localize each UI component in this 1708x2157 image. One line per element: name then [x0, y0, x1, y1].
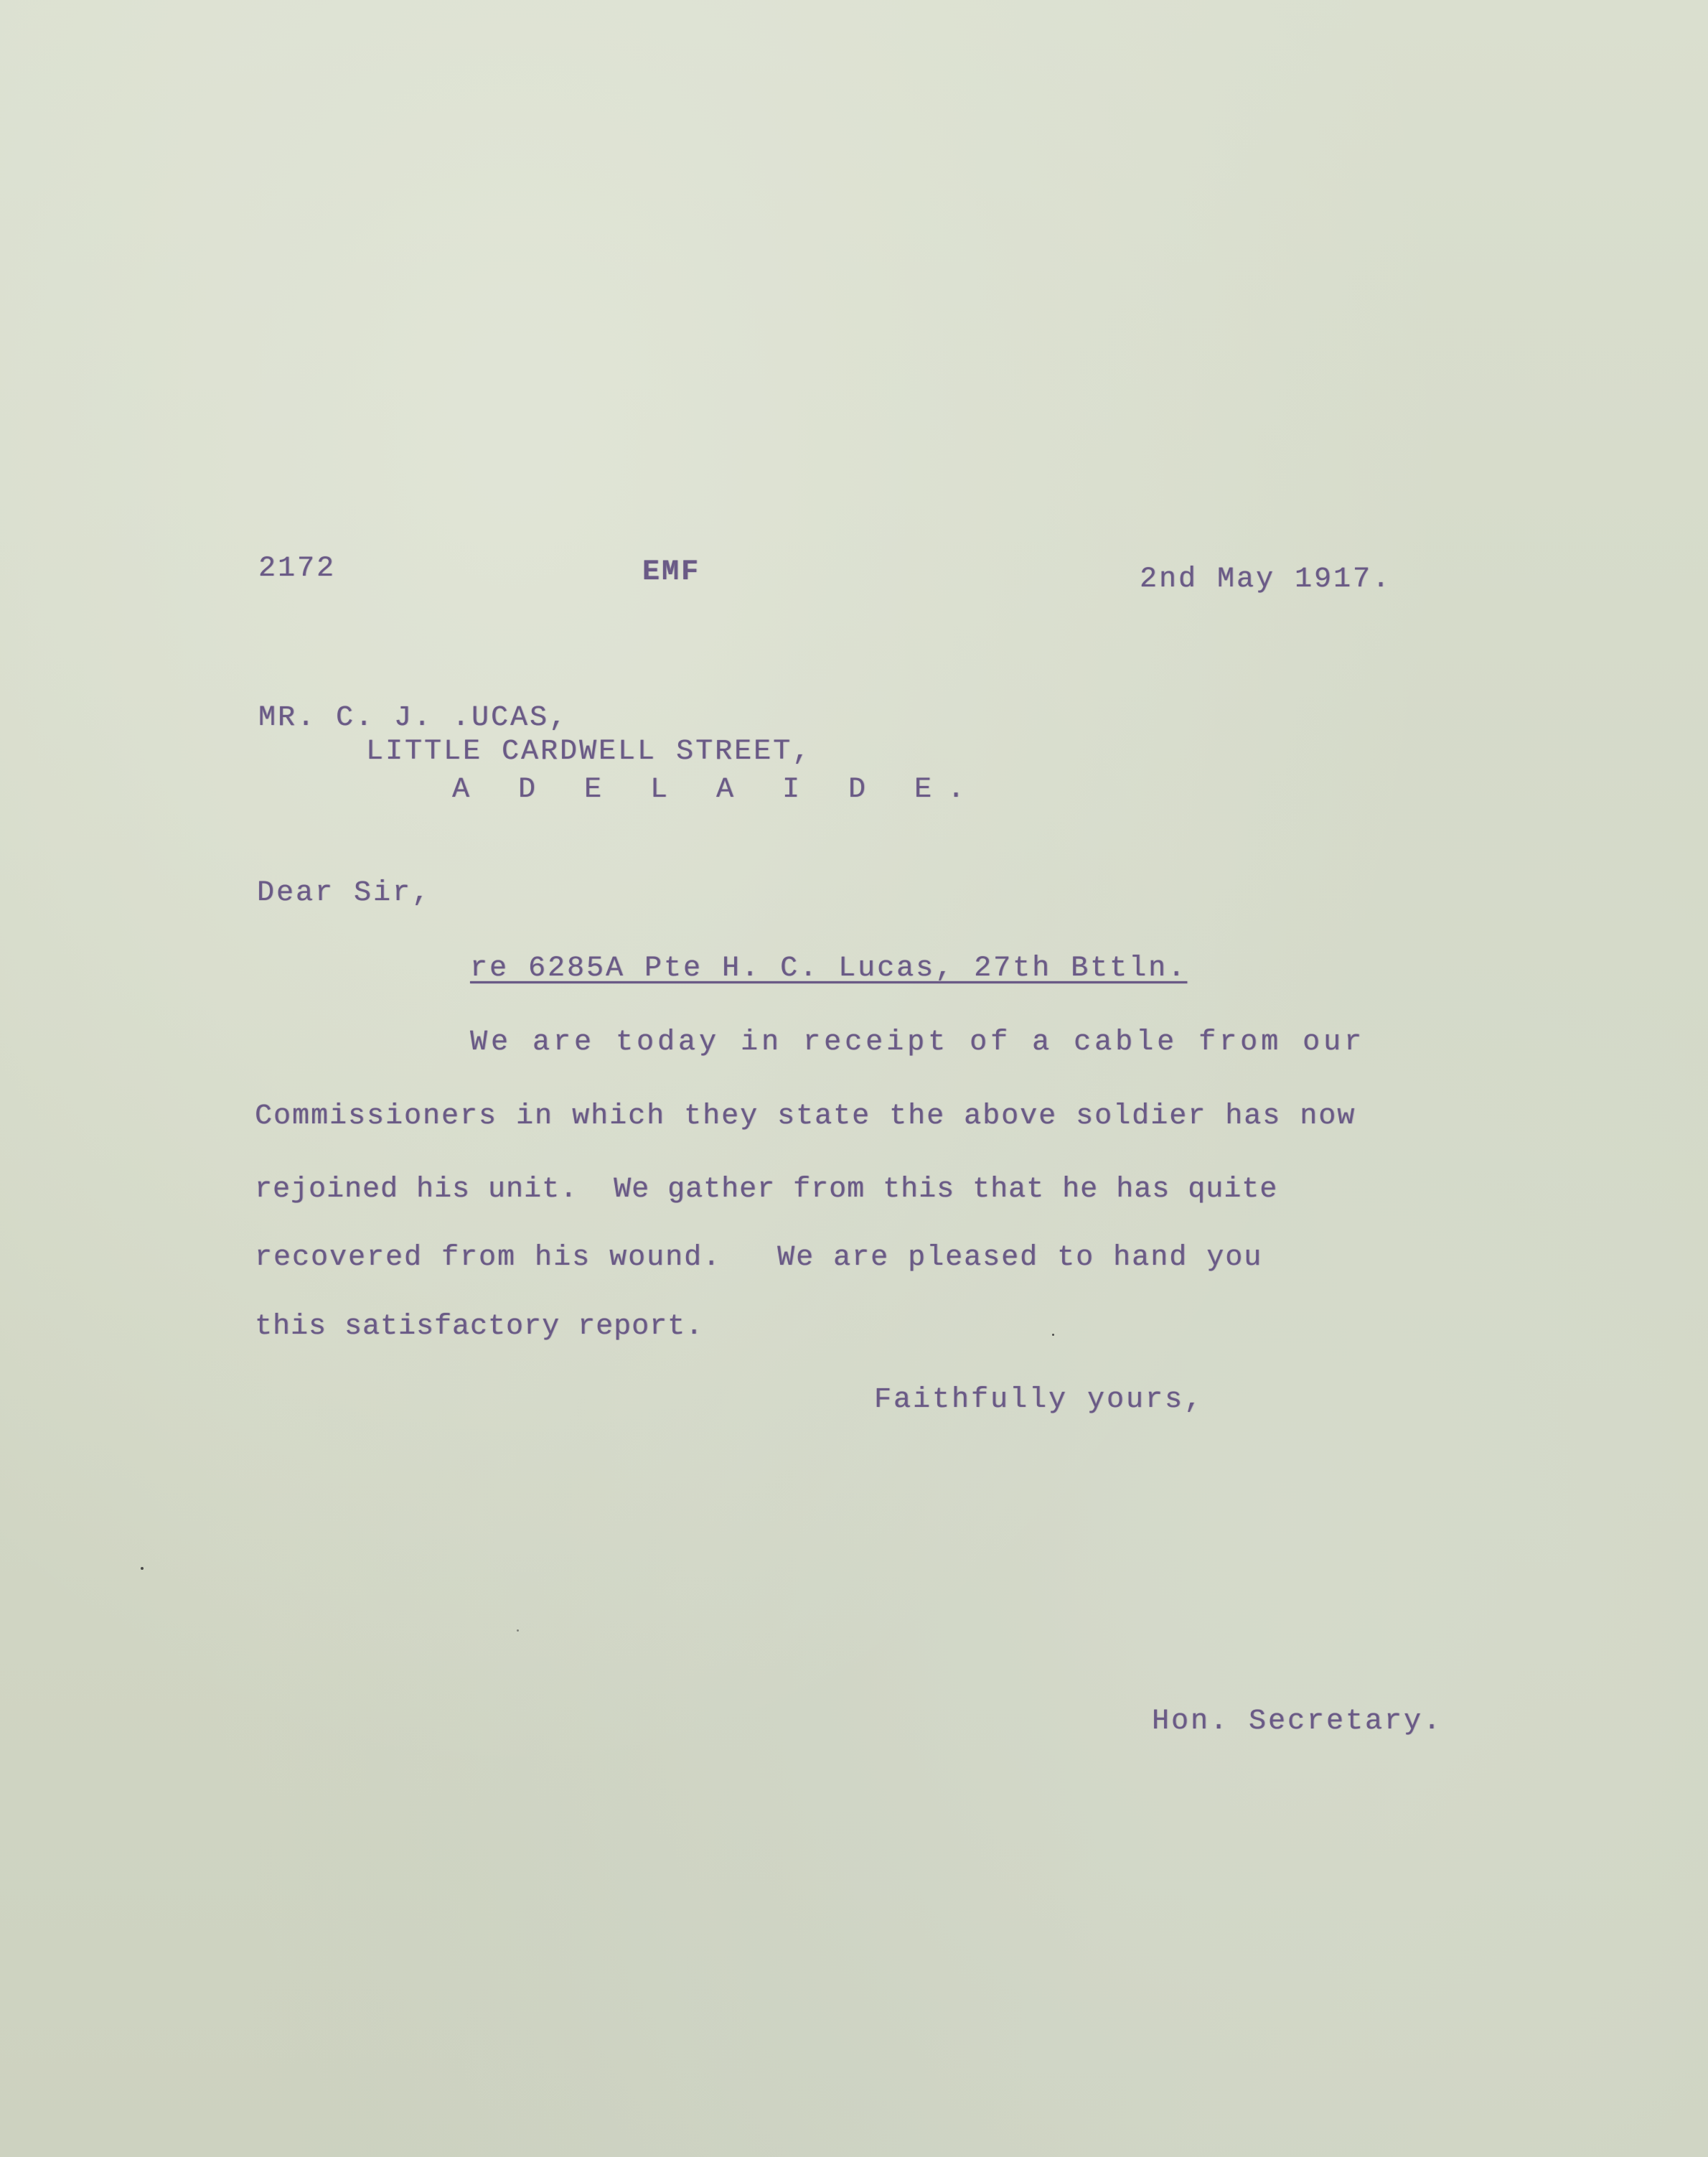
signature-title: Hon. Secretary. [1152, 1706, 1443, 1738]
reference-number: 2172 [258, 553, 337, 585]
subject-line: re 6285A Pte H. C. Lucas, 27th Bttln. [470, 953, 1188, 985]
body-line: recovered from his wound. We are pleased to hand you [255, 1242, 1263, 1274]
body-line: rejoined his unit. We gather from this that he has quite [255, 1174, 1278, 1206]
body-line: Commissioners in which they state the above soldier has now [255, 1100, 1356, 1133]
recipient-name: MR. C. J. .UCAS, [258, 702, 569, 734]
recipient-city: A D E L A I D E. [452, 774, 981, 806]
body-line: this satisfactory report. [255, 1311, 704, 1343]
paper-speck [1052, 1334, 1054, 1336]
recipient-street: LITTLE CARDWELL STREET, [366, 736, 812, 768]
typist-initials: EMF [642, 556, 701, 589]
paper-speck [517, 1629, 519, 1632]
closing: Faithfully yours, [874, 1384, 1204, 1416]
paper-speck [141, 1567, 144, 1570]
salutation: Dear Sir, [257, 877, 432, 909]
letter-date: 2nd May 1917. [1140, 563, 1392, 596]
body-line: We are today in receipt of a cable from our [470, 1026, 1366, 1059]
